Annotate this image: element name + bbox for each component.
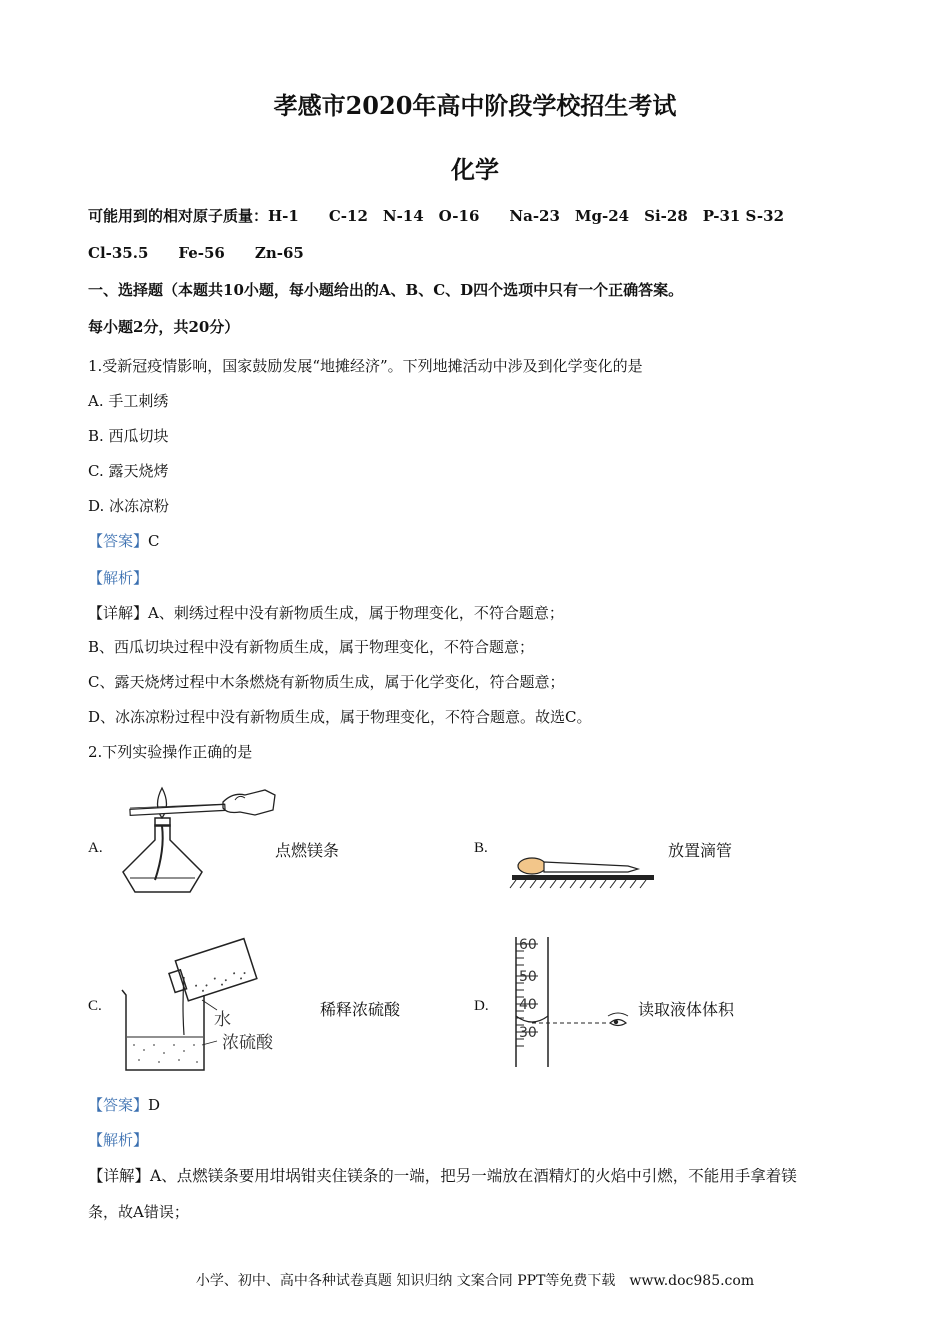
q2-option-b-letter: B. [474, 840, 488, 856]
q2-option-d-letter: D. [474, 998, 489, 1014]
q2-option-c-letter: C. [88, 998, 102, 1014]
q1-answer [88, 530, 160, 551]
q1-option-d: D. 冰冻凉粉 [88, 497, 170, 515]
alcohol-lamp-figure [115, 780, 285, 900]
q1-option-c: C. 露天烧烤 [88, 462, 169, 480]
q2-detail-line2: 条，故A错误； [88, 1203, 189, 1221]
q1-analysis-tag: 【解析】 [88, 569, 149, 587]
dropper-on-table-figure [508, 850, 658, 890]
page-footer: 小学、初中、高中各种试卷真题 知识归纳 文案合同 PPT等免费下载 www.doc985.com [195, 1273, 755, 1289]
q2-option-b-caption: 放置滴管 [668, 841, 733, 860]
tick-60: 60 [519, 937, 537, 953]
q1-stem: 1.受新冠疫情影响，国家鼓励发展“地摊经济”。下列地摊活动中涉及到化学变化的是 [88, 357, 643, 375]
atomic-mass-line1: 可能用到的相对原子质量：H-1 C-12 N-14 O-16 Na-23 Mg-24 Si-28 P-31 S-32 [88, 207, 785, 225]
answer-tag: 【答案】 [88, 1096, 149, 1114]
q2-analysis-tag: 【解析】 [88, 1131, 149, 1149]
q2-option-a-caption: 点燃镁条 [275, 841, 340, 860]
q1-detail-1: 【详解】A、刺绣过程中没有新物质生成，属于物理变化，不符合题意； [88, 604, 564, 622]
q1-detail-3: C、露天烧烤过程中木条燃烧有新物质生成，属于化学变化，符合题意； [88, 673, 565, 691]
tick-50: 50 [519, 969, 537, 985]
answer-value: D [148, 1096, 161, 1114]
graduated-cylinder-figure [508, 932, 638, 1072]
exam-title: 孝感市2020年高中阶段学校招生考试 [273, 91, 677, 120]
q2-option-c-caption: 稀释浓硫酸 [320, 1000, 401, 1019]
section-heading-line2: 每小题2分，共20分） [88, 318, 240, 336]
answer-value: C [148, 532, 160, 550]
q2-detail-line1: 【详解】A、点燃镁条要用坩埚钳夹住镁条的一端，把另一端放在酒精灯的火焰中引燃，不能用手拿着镁 [88, 1167, 797, 1185]
q1-option-a: A. 手工刺绣 [88, 392, 169, 410]
acid-label: 浓硫酸 [222, 1033, 273, 1053]
dilute-acid-figure [112, 935, 307, 1075]
section-heading-line1: 一、选择题（本题共10小题，每小题给出的A、B、C、D四个选项中只有一个正确答案。 [88, 281, 684, 299]
tick-40: 40 [519, 997, 537, 1013]
q2-option-a-letter: A. [88, 840, 103, 856]
q2-stem: 2.下列实验操作正确的是 [88, 743, 253, 761]
answer-tag: 【答案】 [88, 532, 149, 550]
subject-title: 化学 [451, 155, 499, 184]
q1-detail-2: B、西瓜切块过程中没有新物质生成，属于物理变化，不符合题意； [88, 638, 535, 656]
q1-detail-4: D、冰冻凉粉过程中没有新物质生成，属于物理变化，不符合题意。故选C。 [88, 708, 592, 726]
q1-option-b: B. 西瓜切块 [88, 427, 169, 445]
tick-30: 30 [519, 1025, 537, 1041]
atomic-mass-line2: Cl-35.5 Fe-56 Zn-65 [88, 244, 304, 262]
q2-answer [88, 1094, 160, 1115]
water-label: 水 [214, 1010, 231, 1030]
q2-option-d-caption: 读取液体体积 [638, 1000, 735, 1019]
